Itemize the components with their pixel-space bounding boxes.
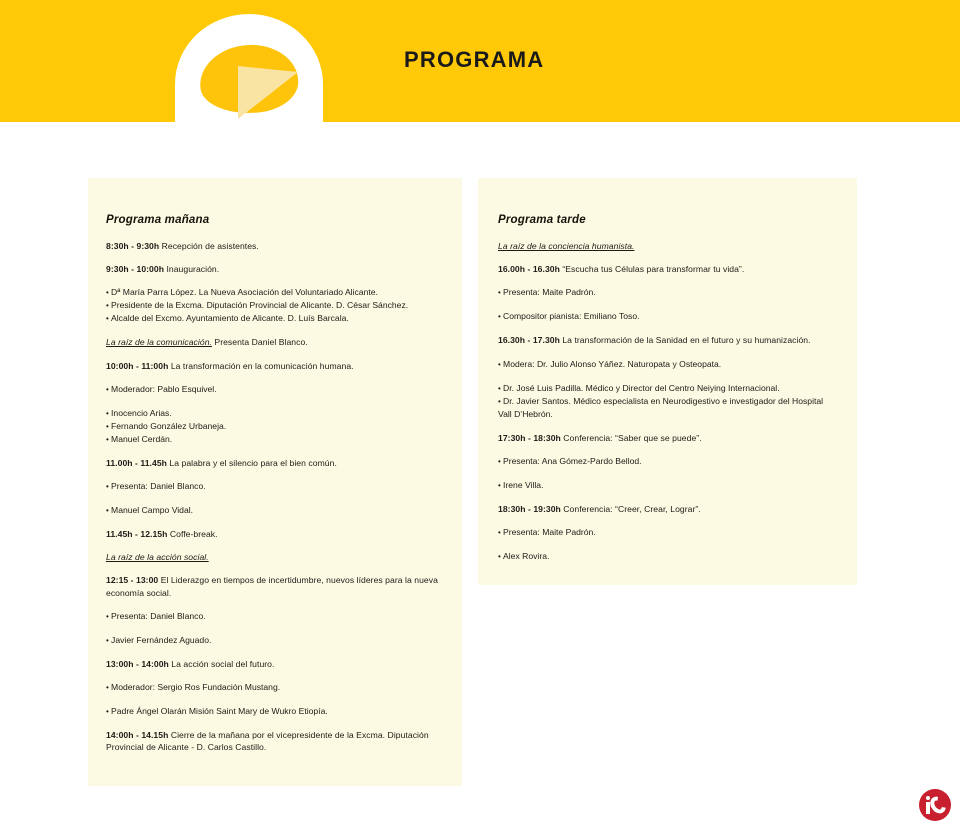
schedule-entry-time: 16.00h - 16.30h (498, 264, 560, 275)
schedule-entry-time: 9:30h - 10:00h (106, 264, 165, 275)
bullet-item: • Moderador: Sergio Ros Fundación Mustang. (106, 681, 442, 694)
section-heading-label: La raíz de la conciencia humanista. (498, 241, 635, 251)
schedule-entry-time: 8:30h - 9:30h (106, 241, 160, 251)
schedule-entry: 9:30h - 10:00h Inauguración. (106, 264, 220, 275)
bullet-group (106, 681, 442, 694)
schedule-entry: 8:30h - 9:30h Recepción de asistentes. (106, 241, 259, 251)
bullet-item: • Presidente de la Excma. Diputación Provincial de Alicante. D. César Sánchez. (106, 299, 442, 312)
bullet-item: • Presenta: Daniel Blanco. (106, 480, 442, 493)
bullet-item: • Presenta: Ana Gómez-Pardo Bellod. (498, 455, 837, 468)
schedule-entry: 14:00h - 14.15h Cierre de la mañana por el vicepresidente de la Excma. Diputación Provincial de Alicante - D. Carlos Castillo. (106, 730, 429, 753)
bullet-item: • Irene Villa. (498, 479, 837, 492)
bullet-item: • Alex Rovira. (498, 550, 837, 563)
schedule-entry-time: 13:00h - 14:00h (106, 658, 169, 669)
bullet-group (498, 286, 837, 299)
bullet-group (498, 526, 837, 539)
afternoon-program-panel (478, 178, 857, 585)
schedule-entry-time: 17:30h - 18:30h (498, 432, 561, 443)
schedule-entry: 16.00h - 16.30h “Escucha tus Células para transformar tu vida”. (498, 264, 745, 275)
badge-circle-icon (919, 789, 951, 821)
bullet-group (106, 705, 442, 718)
bullet-group (498, 358, 837, 371)
schedule-entry-time: 11.45h - 12.15h (106, 529, 168, 540)
letter-i-dot (926, 796, 930, 800)
schedule-entry: 12:15 - 13:00 El Liderazgo en tiempos de incertidumbre, nuevos líderes para la nueva economía social. (106, 575, 438, 598)
schedule-entry: 10:00h - 11:00h La transformación en la comunicación humana. (106, 360, 354, 371)
bullet-group (498, 310, 837, 323)
bullet-item: • Dr. Javier Santos. Médico especialista en Neurodigestivo e investigador del Hospital Vall D’Hebrón. (498, 395, 837, 421)
bullet-item: • Fernando González Urbaneja. (106, 420, 442, 433)
organization-logo (175, 14, 323, 122)
section-heading: La raíz de la comunicación. Presenta Daniel Blanco. (106, 337, 308, 348)
bullet-group (106, 286, 442, 325)
bullet-item: • Presenta: Maite Padrón. (498, 526, 837, 539)
bullet-item: • Compositor pianista: Emiliano Toso. (498, 310, 837, 323)
schedule-entry: 11.00h - 11.45h La palabra y el silencio para el bien común. (106, 457, 337, 468)
bullet-group (498, 479, 837, 492)
section-heading (498, 240, 837, 252)
bullet-group (106, 610, 442, 623)
bullet-item: • Presenta: Maite Padrón. (498, 286, 837, 299)
schedule-entry: 17:30h - 18:30h Conferencia: “Saber que se puede”. (498, 432, 702, 443)
bullet-item: • Modera: Dr. Julio Alonso Yáñez. Naturopata y Osteopata. (498, 358, 837, 371)
schedule-entry: 16.30h - 17.30h La transformación de la Sanidad en el futuro y su humanización. (498, 335, 811, 346)
morning-program-panel (88, 178, 462, 786)
schedule-entry: 11.45h - 12.15h Coffe-break. (106, 529, 218, 540)
schedule-entry-time: 18:30h - 19:30h (498, 503, 561, 514)
schedule-entry-time: 11.00h - 11.45h (106, 457, 167, 468)
bullet-group (106, 383, 442, 396)
schedule-entry-time: 10:00h - 11:00h (106, 360, 169, 371)
bullet-item: • Manuel Campo Vidal. (106, 504, 442, 517)
bullet-item: • Dr. José Luis Padilla. Médico y Director del Centro Neiying Internacional. (498, 382, 837, 395)
bullet-item: • Dª María Parra López. La Nueva Asociación del Voluntariado Alicante. (106, 286, 442, 299)
afternoon-program-blocks (498, 240, 837, 563)
section-heading (106, 551, 442, 563)
bullet-group (106, 480, 442, 493)
page-title: PROGRAMA (404, 47, 545, 72)
morning-program-blocks (106, 240, 442, 753)
bullet-group (106, 634, 442, 647)
bullet-group (498, 550, 837, 563)
bullet-item: • Manuel Cerdán. (106, 433, 442, 446)
bullet-item: • Presenta: Daniel Blanco. (106, 610, 442, 623)
bullet-group (498, 455, 837, 468)
bullet-item: • Padre Ángel Olarán Misión Saint Mary de Wukro Etiopía. (106, 705, 442, 718)
section-heading-label: La raíz de la acción social. (106, 552, 209, 563)
schedule-entry-time: 16.30h - 17.30h (498, 335, 560, 346)
bullet-item: • Inocencio Arias. (106, 407, 442, 420)
ic-logo-badge[interactable] (916, 786, 954, 824)
letter-c-shape (927, 794, 949, 817)
schedule-entry-time: 14:00h - 14.15h (106, 730, 169, 741)
schedule-entry: 13:00h - 14:00h La acción social del futuro. (106, 658, 275, 669)
afternoon-program-title: Programa tarde (498, 214, 586, 226)
bullet-group (498, 382, 837, 421)
page-header (0, 0, 960, 122)
bullet-item: • Javier Fernández Aguado. (106, 634, 442, 647)
bullet-group (106, 504, 442, 517)
schedule-entry-time: 12:15 - 13:00 (106, 575, 159, 586)
logo-fold-shape (238, 66, 298, 119)
bullet-item: • Alcalde del Excmo. Ayuntamiento de Alicante. D. Luís Barcala. (106, 312, 442, 325)
bullet-group (106, 407, 442, 446)
schedule-entry: 18:30h - 19:30h Conferencia: “Creer, Crear, Lograr”. (498, 503, 701, 514)
morning-program-title: Programa mañana (106, 214, 210, 226)
section-heading-label: La raíz de la comunicación. (106, 337, 212, 348)
bullet-item: • Moderador: Pablo Esquivel. (106, 383, 442, 396)
